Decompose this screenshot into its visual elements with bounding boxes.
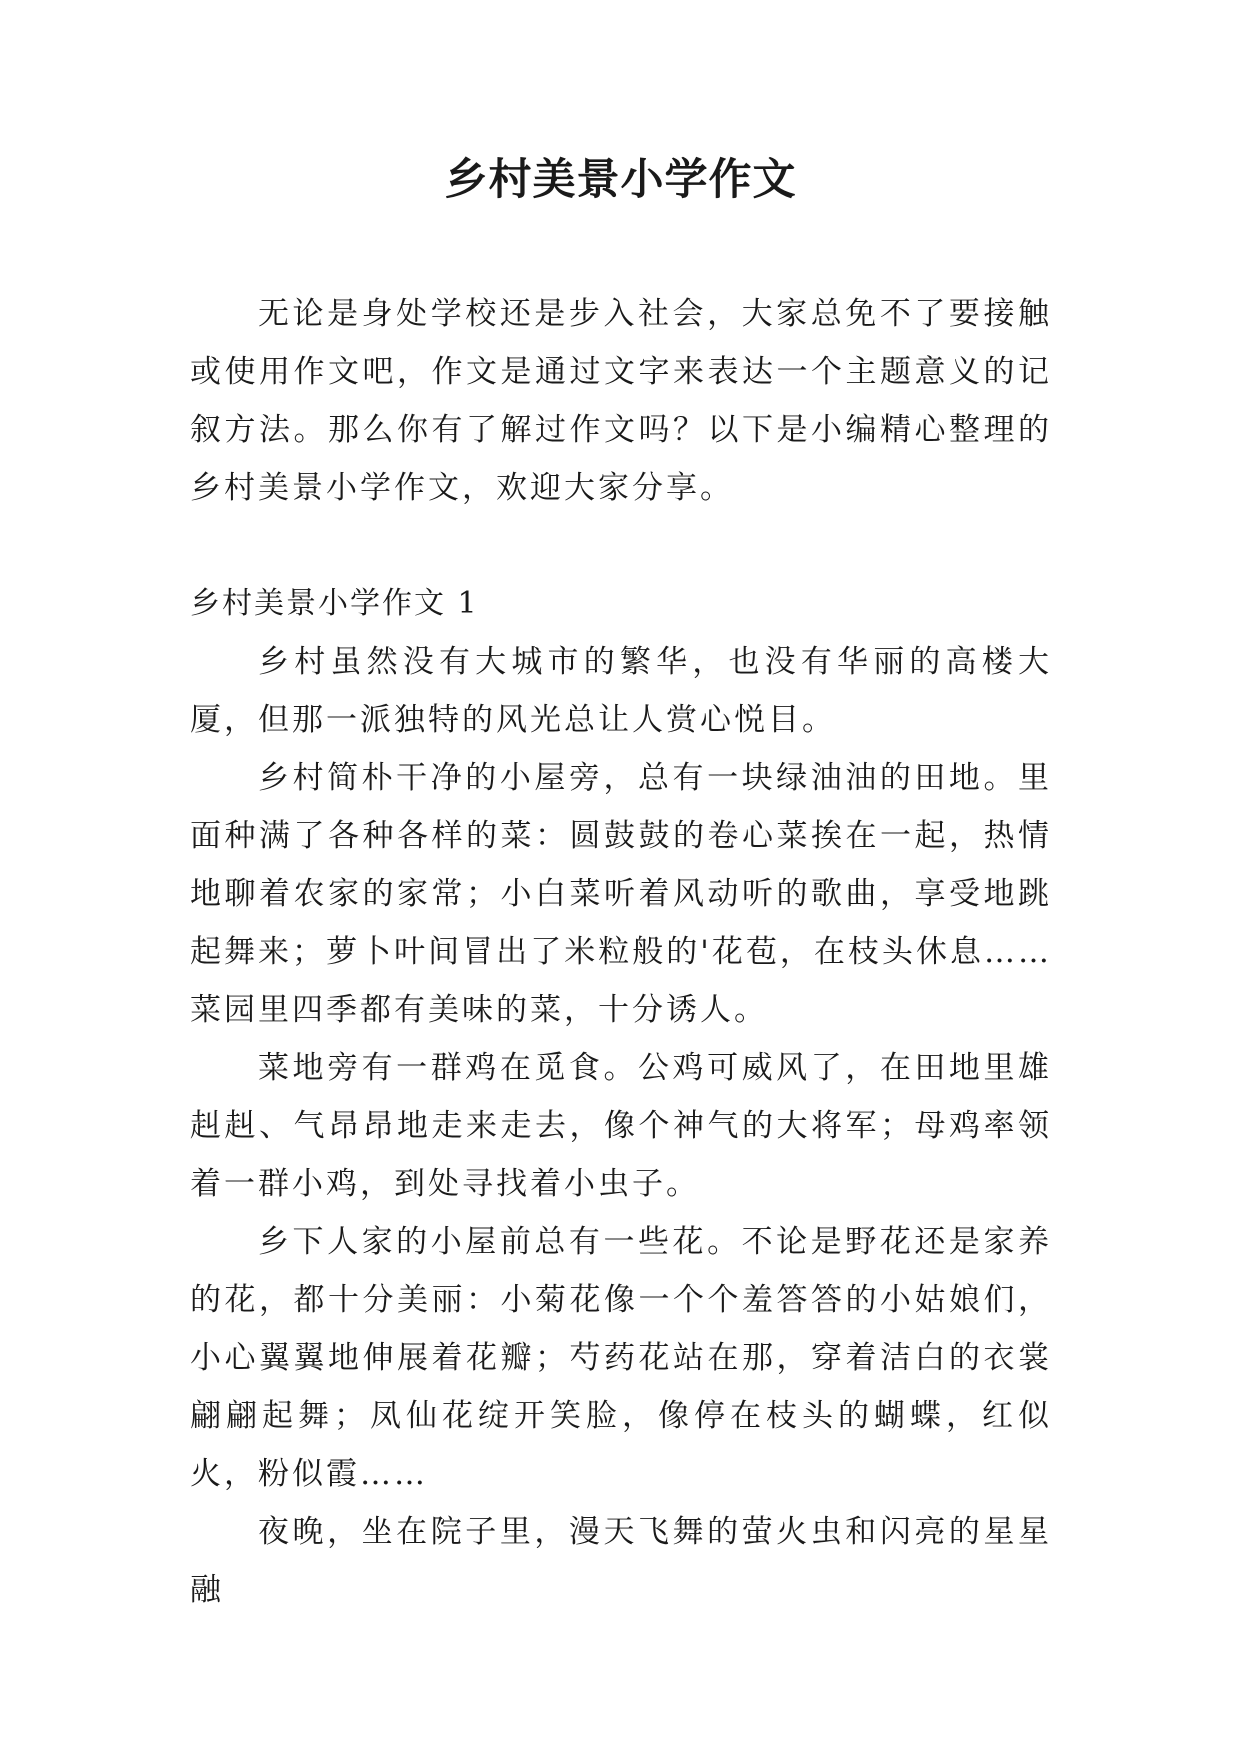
body-paragraph: 菜地旁有一群鸡在觅食。公鸡可威风了，在田地里雄赳赳、气昂昂地走来走去，像个神气的大将军；母鸡率领着一群小鸡，到处寻找着小虫子。: [190, 1050, 1052, 1202]
intro-paragraph: 无论是身处学校还是步入社会，大家总免不了要接触或使用作文吧，作文是通过文字来表达一个主题意义的记叙方法。那么你有了解过作文吗？以下是小编精心整理的乡村美景小学作文，欢迎大家分享。: [190, 296, 1052, 506]
body-paragraph: 乡村简朴干净的小屋旁，总有一块绿油油的田地。里面种满了各种各样的菜：圆鼓鼓的卷心菜挨在一起，热情地聊着农家的家常；小白菜听着风动听的歌曲，享受地跳起舞来；萝卜叶间冒出了米粒般的'花苞，在枝头休息……菜园里四季都有美味的菜，十分诱人。: [190, 760, 1052, 1028]
body-paragraph: 乡下人家的小屋前总有一些花。不论是野花还是家养的花，都十分美丽：小菊花像一个个羞答答的小姑娘们，小心翼翼地伸展着花瓣；芍药花站在那，穿着洁白的衣裳翩翩起舞；凤仙花绽开笑脸，像停在枝头的蝴蝶，红似火，粉似霞……: [190, 1224, 1052, 1492]
document-title: 乡村美景小学作文: [444, 155, 797, 205]
body-paragraph: 乡村虽然没有大城市的繁华，也没有华丽的高楼大厦，但那一派独特的风光总让人赏心悦目。: [190, 644, 1052, 738]
section-heading: 乡村美景小学作文 1: [190, 586, 479, 621]
body-paragraph: 夜晚，坐在院子里，漫天飞舞的萤火虫和闪亮的星星融: [190, 1514, 1052, 1608]
document-body: [190, 285, 1052, 1619]
